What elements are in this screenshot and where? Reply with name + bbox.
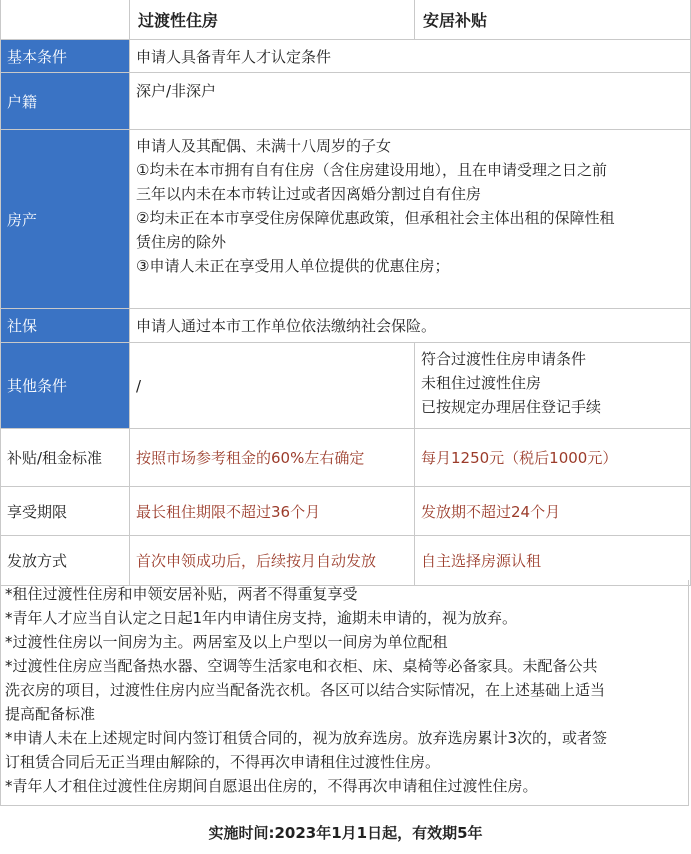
note-line: *租住过渡性住房和申领安居补贴，两者不得重复享受 <box>5 585 358 603</box>
value-hukou: 深户/非深户 <box>129 73 690 129</box>
value-other-transitional: / <box>129 343 414 428</box>
label-property: 房产 <box>1 130 129 308</box>
row-period <box>1 487 690 536</box>
property-line: 三年以内未在本市转让过或者因离婚分割过自有住房 <box>136 185 482 203</box>
table-header <box>1 0 690 40</box>
other-condition-line: 符合过渡性住房申请条件 <box>421 350 587 368</box>
note-line: *申请人未在上述规定时间内签订租赁合同的，视为放弃选房。放弃选房累计3次的，或者签 <box>5 729 608 747</box>
value-subsidy-subsidy: 每月1250元（税后1000元） <box>414 429 690 486</box>
note-line: 洗衣房的项目，过渡性住房内应当配备洗衣机。各区可以结合实际情况，在上述基础上适当 <box>5 681 606 699</box>
note-line: *青年人才租住过渡性住房期间自愿退出住房的，不得再次申请租住过渡性住房。 <box>5 777 538 795</box>
header-empty-cell <box>1 0 129 39</box>
property-line: ③申请人未正在享受用人单位提供的优惠住房； <box>136 257 450 275</box>
row-subsidy <box>1 429 690 487</box>
effective-date: 实施时间:2023年1月1日起，有效期5年 <box>208 824 483 842</box>
label-subsidy: 补贴/租金标准 <box>1 429 129 486</box>
value-method-subsidy: 自主选择房源认租 <box>414 536 690 585</box>
note-line: 提高配备标准 <box>5 705 96 723</box>
other-condition-line: 已按规定办理居住登记手续 <box>421 398 602 416</box>
header-housing-subsidy: 安居补贴 <box>414 0 690 39</box>
label-other: 其他条件 <box>1 343 129 428</box>
note-line: *青年人才应当自认定之日起1年内申请住房支持，逾期未申请的，视为放弃。 <box>5 609 518 627</box>
row-hukou <box>1 73 690 130</box>
value-social: 申请人通过本市工作单位依法缴纳社会保险。 <box>129 309 690 342</box>
note-line: *过渡性住房以一间房为主。两居室及以上户型以一间房为单位配租 <box>5 633 448 651</box>
other-condition-line: 未租住过渡性住房 <box>421 374 542 392</box>
notes-section <box>0 580 689 806</box>
label-basic: 基本条件 <box>1 40 129 72</box>
property-line: 赁住房的除外 <box>136 233 227 251</box>
note-line: 订租赁合同后无正当理由解除的，不得再次申请租住过渡性住房。 <box>5 753 441 771</box>
header-transitional-housing: 过渡性住房 <box>129 0 414 39</box>
value-period-subsidy: 发放期不超过24个月 <box>414 487 690 535</box>
property-line: 申请人及其配偶、未满十八周岁的子女 <box>136 137 392 155</box>
property-line: ①均未在本市拥有自有住房（含住房建设用地），且在申请受理之日之前 <box>136 161 607 179</box>
row-social <box>1 309 690 343</box>
value-method-transitional: 首次申领成功后，后续按月自动发放 <box>129 536 414 585</box>
row-basic <box>1 40 690 73</box>
label-social: 社保 <box>1 309 129 342</box>
value-other-subsidy <box>414 343 690 428</box>
label-period: 享受期限 <box>1 487 129 535</box>
property-line: ②均未正在本市享受住房保障优惠政策，但承租社会主体出租的保障性租 <box>136 209 615 227</box>
value-basic: 申请人具备青年人才认定条件 <box>129 40 690 72</box>
row-other <box>1 343 690 429</box>
value-period-transitional: 最长租住期限不超过36个月 <box>129 487 414 535</box>
value-subsidy-transitional: 按照市场参考租金的60%左右确定 <box>129 429 414 486</box>
label-method: 发放方式 <box>1 536 129 585</box>
label-hukou: 户籍 <box>1 73 129 129</box>
row-method <box>1 536 690 586</box>
value-property <box>129 130 690 308</box>
row-property <box>1 130 690 309</box>
note-line: *过渡性住房应当配备热水器、空调等生活家电和衣柜、床、桌椅等必备家具。未配备公共 <box>5 657 598 675</box>
